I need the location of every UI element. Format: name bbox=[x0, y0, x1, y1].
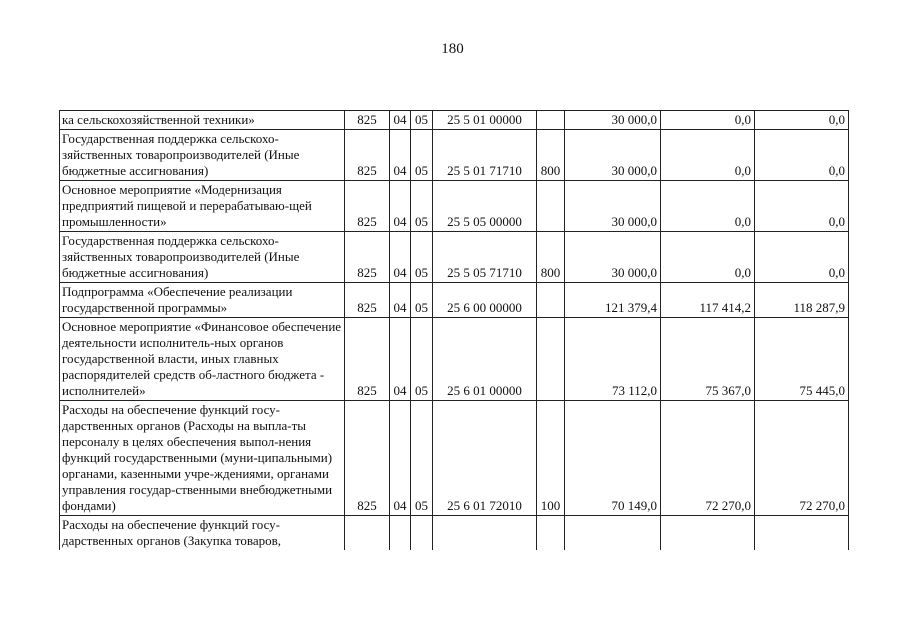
cell-vr: 100 bbox=[537, 401, 565, 516]
cell-rz: 04 bbox=[390, 401, 411, 516]
cell-name: Основное мероприятие «Финансовое обеспечение деятельности исполнитель-ных органов государственной власти, иных главных распорядителей средств об-ластного бюджета - исполнителей» bbox=[60, 318, 345, 401]
cell-ved: 825 bbox=[345, 130, 390, 181]
cell-name: ка сельскохозяйственной техники» bbox=[60, 111, 345, 130]
cell-amount-year2: 117 414,2 bbox=[661, 283, 755, 318]
table-row bbox=[60, 232, 849, 283]
cell-amount-year3: 72 270,0 bbox=[755, 401, 849, 516]
cell-vr: 800 bbox=[537, 232, 565, 283]
cell-csr: 25 6 01 72010 bbox=[433, 401, 537, 516]
cell-rz bbox=[390, 516, 411, 551]
cell-amount-year2: 0,0 bbox=[661, 130, 755, 181]
cell-ved bbox=[345, 516, 390, 551]
cell-csr bbox=[433, 516, 537, 551]
page-number: 180 bbox=[441, 41, 464, 57]
cell-vr: 800 bbox=[537, 130, 565, 181]
cell-amount-year1: 70 149,0 bbox=[565, 401, 661, 516]
cell-name: Государственная поддержка сельскохо-зяйственных товаропроизводителей (Иные бюджетные ассигнования) bbox=[60, 232, 345, 283]
cell-csr: 25 5 05 71710 bbox=[433, 232, 537, 283]
table-row bbox=[60, 130, 849, 181]
cell-amount-year1: 121 379,4 bbox=[565, 283, 661, 318]
cell-ved: 825 bbox=[345, 401, 390, 516]
cell-amount-year3: 75 445,0 bbox=[755, 318, 849, 401]
table-row bbox=[60, 516, 849, 551]
cell-csr: 25 5 01 00000 bbox=[433, 111, 537, 130]
cell-name: Государственная поддержка сельскохо-зяйственных товаропроизводителей (Иные бюджетные ассигнования) bbox=[60, 130, 345, 181]
cell-amount-year3: 0,0 bbox=[755, 111, 849, 130]
cell-amount-year1: 30 000,0 bbox=[565, 130, 661, 181]
cell-ved: 825 bbox=[345, 232, 390, 283]
cell-vr bbox=[537, 318, 565, 401]
table-body bbox=[60, 111, 849, 551]
cell-pr: 05 bbox=[411, 111, 433, 130]
cell-ved: 825 bbox=[345, 111, 390, 130]
table-row bbox=[60, 318, 849, 401]
cell-amount-year2 bbox=[661, 516, 755, 551]
table-row bbox=[60, 401, 849, 516]
cell-amount-year2: 75 367,0 bbox=[661, 318, 755, 401]
cell-csr: 25 6 01 00000 bbox=[433, 318, 537, 401]
table-row bbox=[60, 111, 849, 130]
cell-csr: 25 6 00 00000 bbox=[433, 283, 537, 318]
cell-vr bbox=[537, 111, 565, 130]
cell-ved: 825 bbox=[345, 283, 390, 318]
cell-amount-year2: 0,0 bbox=[661, 111, 755, 130]
table-row bbox=[60, 181, 849, 232]
cell-vr bbox=[537, 283, 565, 318]
cell-pr: 05 bbox=[411, 130, 433, 181]
cell-name: Расходы на обеспечение функций госу-дарственных органов (Закупка товаров, bbox=[60, 516, 345, 551]
cell-name: Расходы на обеспечение функций госу-дарственных органов (Расходы на выпла-ты персоналу в целях обеспечения выпол-нения функций государственными (муни-ципальными) органами, казенными учре-ждениями, органами управления государ-ственными внебюджетными фондами) bbox=[60, 401, 345, 516]
cell-amount-year1: 30 000,0 bbox=[565, 181, 661, 232]
cell-name: Подпрограмма «Обеспечение реализации государственной программы» bbox=[60, 283, 345, 318]
cell-rz: 04 bbox=[390, 318, 411, 401]
cell-amount-year3: 0,0 bbox=[755, 181, 849, 232]
cell-amount-year1: 30 000,0 bbox=[565, 111, 661, 130]
cell-pr: 05 bbox=[411, 181, 433, 232]
cell-vr bbox=[537, 181, 565, 232]
cell-amount-year3: 118 287,9 bbox=[755, 283, 849, 318]
cell-rz: 04 bbox=[390, 283, 411, 318]
cell-rz: 04 bbox=[390, 111, 411, 130]
cell-amount-year3: 0,0 bbox=[755, 232, 849, 283]
cell-pr: 05 bbox=[411, 232, 433, 283]
cell-csr: 25 5 01 71710 bbox=[433, 130, 537, 181]
cell-amount-year1: 30 000,0 bbox=[565, 232, 661, 283]
cell-pr: 05 bbox=[411, 401, 433, 516]
cell-pr: 05 bbox=[411, 318, 433, 401]
cell-amount-year2: 0,0 bbox=[661, 181, 755, 232]
cell-name: Основное мероприятие «Модернизация предприятий пищевой и перерабатываю-щей промышленности» bbox=[60, 181, 345, 232]
budget-table bbox=[59, 110, 849, 550]
cell-ved: 825 bbox=[345, 318, 390, 401]
table-row bbox=[60, 283, 849, 318]
cell-vr bbox=[537, 516, 565, 551]
cell-amount-year3: 0,0 bbox=[755, 130, 849, 181]
cell-amount-year1 bbox=[565, 516, 661, 551]
cell-amount-year2: 72 270,0 bbox=[661, 401, 755, 516]
cell-rz: 04 bbox=[390, 130, 411, 181]
cell-csr: 25 5 05 00000 bbox=[433, 181, 537, 232]
cell-ved: 825 bbox=[345, 181, 390, 232]
cell-pr bbox=[411, 516, 433, 551]
cell-rz: 04 bbox=[390, 181, 411, 232]
cell-pr: 05 bbox=[411, 283, 433, 318]
cell-rz: 04 bbox=[390, 232, 411, 283]
cell-amount-year3 bbox=[755, 516, 849, 551]
cell-amount-year1: 73 112,0 bbox=[565, 318, 661, 401]
cell-amount-year2: 0,0 bbox=[661, 232, 755, 283]
